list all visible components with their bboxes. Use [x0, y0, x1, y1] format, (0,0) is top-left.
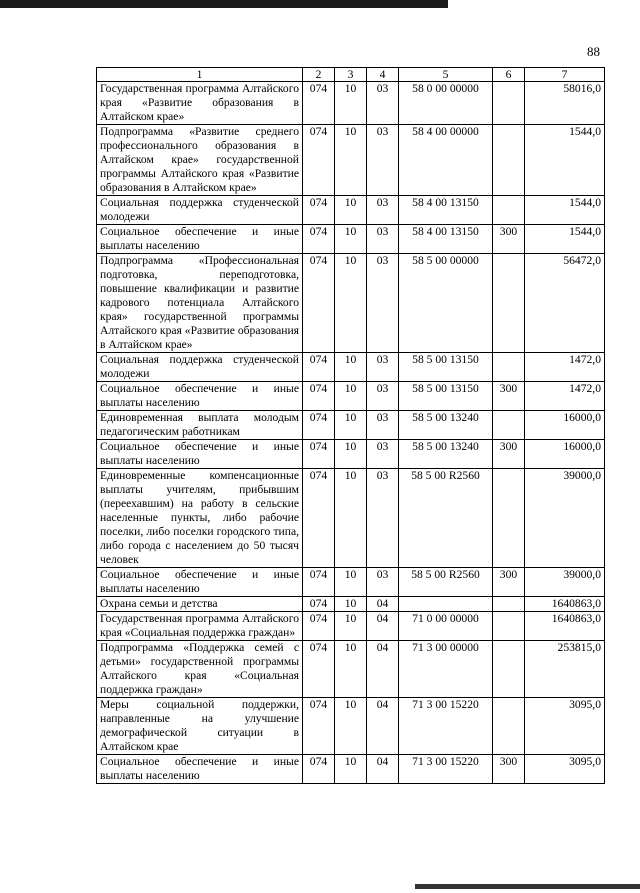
admin-code-cell: 074 — [303, 382, 335, 411]
subsection-cell: 03 — [367, 440, 399, 469]
scan-edge-bottom — [415, 884, 640, 889]
admin-code-cell: 074 — [303, 82, 335, 125]
target-article-cell: 58 5 00 13150 — [399, 382, 493, 411]
admin-code-cell: 074 — [303, 641, 335, 698]
target-article-cell: 58 4 00 00000 — [399, 125, 493, 196]
budget-table — [96, 67, 605, 784]
row-name-cell: Социальное обеспечение и иные выплаты населению — [97, 755, 303, 784]
column-header: 4 — [367, 68, 399, 82]
amount-cell: 3095,0 — [525, 755, 605, 784]
expense-type-cell — [493, 469, 525, 568]
admin-code-cell: 074 — [303, 597, 335, 612]
amount-cell: 3095,0 — [525, 698, 605, 755]
table-row — [97, 755, 605, 784]
table-row — [97, 353, 605, 382]
expense-type-cell — [493, 254, 525, 353]
subsection-cell: 03 — [367, 125, 399, 196]
row-name-cell: Социальная поддержка студенческой молодежи — [97, 353, 303, 382]
table-row — [97, 440, 605, 469]
column-header: 3 — [335, 68, 367, 82]
admin-code-cell: 074 — [303, 196, 335, 225]
target-article-cell: 58 5 00 13240 — [399, 411, 493, 440]
admin-code-cell: 074 — [303, 469, 335, 568]
admin-code-cell: 074 — [303, 698, 335, 755]
section-cell: 10 — [335, 225, 367, 254]
target-article-cell: 58 5 00 13150 — [399, 353, 493, 382]
subsection-cell: 04 — [367, 597, 399, 612]
amount-cell: 58016,0 — [525, 82, 605, 125]
table-row — [97, 254, 605, 353]
section-cell: 10 — [335, 382, 367, 411]
target-article-cell: 58 5 00 R2560 — [399, 568, 493, 597]
table-row — [97, 196, 605, 225]
row-name-cell: Подпрограмма «Поддержка семей с детьми» государственной программы Алтайского края «Социальная поддержка граждан» — [97, 641, 303, 698]
admin-code-cell: 074 — [303, 254, 335, 353]
target-article-cell: 58 5 00 R2560 — [399, 469, 493, 568]
subsection-cell: 03 — [367, 225, 399, 254]
section-cell: 10 — [335, 440, 367, 469]
admin-code-cell: 074 — [303, 225, 335, 254]
row-name-cell: Подпрограмма «Профессиональная подготовка, переподготовка, повышение квалификации и развитие кадрового потенциала Алтайского края» государственной программы Алтайского края «Развитие образования в Алтайском крае» — [97, 254, 303, 353]
admin-code-cell: 074 — [303, 353, 335, 382]
row-name-cell: Единовременная выплата молодым педагогическим работникам — [97, 411, 303, 440]
table-row — [97, 469, 605, 568]
amount-cell: 1640863,0 — [525, 597, 605, 612]
expense-type-cell — [493, 353, 525, 382]
subsection-cell: 03 — [367, 196, 399, 225]
admin-code-cell: 074 — [303, 125, 335, 196]
expense-type-cell — [493, 698, 525, 755]
expense-type-cell — [493, 82, 525, 125]
section-cell: 10 — [335, 196, 367, 225]
section-cell: 10 — [335, 469, 367, 568]
table-row — [97, 597, 605, 612]
admin-code-cell: 074 — [303, 411, 335, 440]
target-article-cell: 71 3 00 00000 — [399, 641, 493, 698]
expense-type-cell — [493, 125, 525, 196]
row-name-cell: Государственная программа Алтайского края «Развитие образования в Алтайском крае» — [97, 82, 303, 125]
amount-cell: 1640863,0 — [525, 612, 605, 641]
table-row — [97, 568, 605, 597]
column-header: 5 — [399, 68, 493, 82]
expense-type-cell — [493, 196, 525, 225]
target-article-cell: 71 3 00 15220 — [399, 755, 493, 784]
scan-edge-top — [0, 0, 448, 8]
subsection-cell: 04 — [367, 755, 399, 784]
section-cell: 10 — [335, 82, 367, 125]
column-header: 6 — [493, 68, 525, 82]
amount-cell: 56472,0 — [525, 254, 605, 353]
amount-cell: 39000,0 — [525, 568, 605, 597]
page-number: 88 — [587, 44, 600, 59]
amount-cell: 16000,0 — [525, 440, 605, 469]
amount-cell: 1544,0 — [525, 225, 605, 254]
expense-type-cell: 300 — [493, 225, 525, 254]
row-name-cell: Социальное обеспечение и иные выплаты населению — [97, 225, 303, 254]
table-row — [97, 641, 605, 698]
subsection-cell: 03 — [367, 411, 399, 440]
row-name-cell: Социальное обеспечение и иные выплаты населению — [97, 382, 303, 411]
target-article-cell: 58 5 00 13240 — [399, 440, 493, 469]
subsection-cell: 03 — [367, 353, 399, 382]
subsection-cell: 03 — [367, 382, 399, 411]
section-cell: 10 — [335, 411, 367, 440]
expense-type-cell — [493, 641, 525, 698]
row-name-cell: Государственная программа Алтайского края «Социальная поддержка граждан» — [97, 612, 303, 641]
section-cell: 10 — [335, 612, 367, 641]
subsection-cell: 03 — [367, 469, 399, 568]
header-row — [97, 68, 605, 82]
table-row — [97, 612, 605, 641]
expense-type-cell — [493, 612, 525, 641]
section-cell: 10 — [335, 254, 367, 353]
table-row — [97, 411, 605, 440]
target-article-cell: 58 4 00 13150 — [399, 225, 493, 254]
section-cell: 10 — [335, 353, 367, 382]
amount-cell: 39000,0 — [525, 469, 605, 568]
column-header: 2 — [303, 68, 335, 82]
expense-type-cell — [493, 411, 525, 440]
row-name-cell: Социальное обеспечение и иные выплаты населению — [97, 568, 303, 597]
expense-type-cell: 300 — [493, 382, 525, 411]
target-article-cell: 71 3 00 15220 — [399, 698, 493, 755]
section-cell: 10 — [335, 698, 367, 755]
amount-cell: 1544,0 — [525, 125, 605, 196]
subsection-cell: 03 — [367, 254, 399, 353]
amount-cell: 16000,0 — [525, 411, 605, 440]
column-header: 1 — [97, 68, 303, 82]
row-name-cell: Охрана семьи и детства — [97, 597, 303, 612]
column-header: 7 — [525, 68, 605, 82]
row-name-cell: Подпрограмма «Развитие среднего профессионального образования в Алтайском крае» государственной программы Алтайского края «Развитие образования в Алтайском крае» — [97, 125, 303, 196]
row-name-cell: Меры социальной поддержки, направленные на улучшение демографической ситуации в Алтайском крае — [97, 698, 303, 755]
admin-code-cell: 074 — [303, 440, 335, 469]
expense-type-cell: 300 — [493, 568, 525, 597]
amount-cell: 1544,0 — [525, 196, 605, 225]
row-name-cell: Единовременные компенсационные выплаты учителям, прибывшим (переехавшим) на работу в сельские населенные пункты, либо рабочие поселки, либо поселки городского типа, либо города с населением до 50 тысяч человек — [97, 469, 303, 568]
amount-cell: 1472,0 — [525, 382, 605, 411]
target-article-cell: 71 0 00 00000 — [399, 612, 493, 641]
table-row — [97, 125, 605, 196]
subsection-cell: 03 — [367, 568, 399, 597]
expense-type-cell: 300 — [493, 440, 525, 469]
target-article-cell: 58 4 00 13150 — [399, 196, 493, 225]
amount-cell: 253815,0 — [525, 641, 605, 698]
expense-type-cell — [493, 597, 525, 612]
target-article-cell — [399, 597, 493, 612]
subsection-cell: 04 — [367, 641, 399, 698]
subsection-cell: 04 — [367, 698, 399, 755]
admin-code-cell: 074 — [303, 755, 335, 784]
amount-cell: 1472,0 — [525, 353, 605, 382]
table-row — [97, 82, 605, 125]
subsection-cell: 03 — [367, 82, 399, 125]
section-cell: 10 — [335, 597, 367, 612]
section-cell: 10 — [335, 641, 367, 698]
subsection-cell: 04 — [367, 612, 399, 641]
expense-type-cell: 300 — [493, 755, 525, 784]
section-cell: 10 — [335, 568, 367, 597]
table-row — [97, 698, 605, 755]
section-cell: 10 — [335, 755, 367, 784]
admin-code-cell: 074 — [303, 568, 335, 597]
table-row — [97, 225, 605, 254]
table-row — [97, 382, 605, 411]
admin-code-cell: 074 — [303, 612, 335, 641]
section-cell: 10 — [335, 125, 367, 196]
row-name-cell: Социальная поддержка студенческой молодежи — [97, 196, 303, 225]
row-name-cell: Социальное обеспечение и иные выплаты населению — [97, 440, 303, 469]
target-article-cell: 58 5 00 00000 — [399, 254, 493, 353]
target-article-cell: 58 0 00 00000 — [399, 82, 493, 125]
